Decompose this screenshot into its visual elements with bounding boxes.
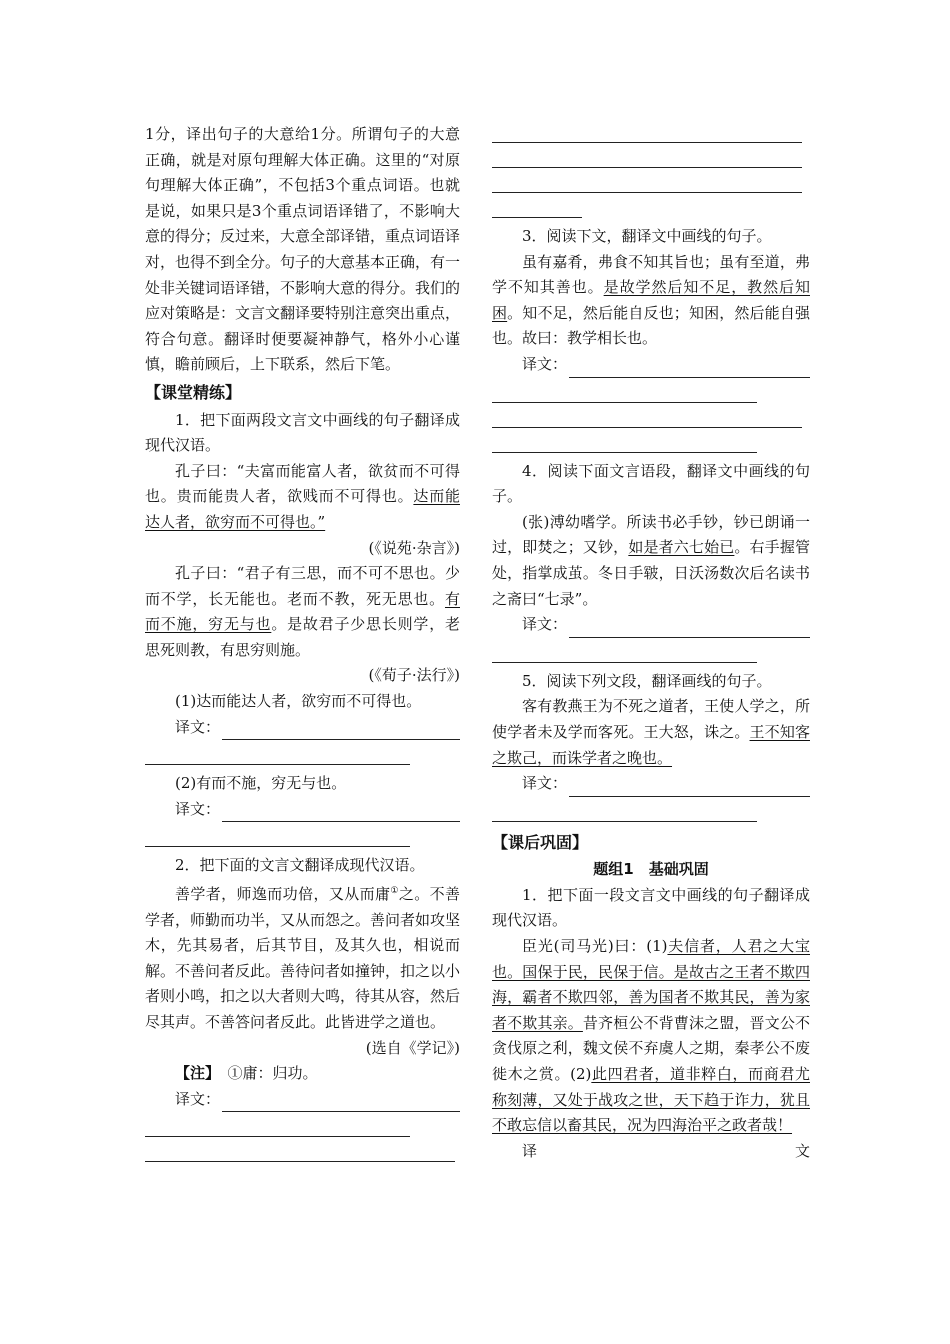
answer-line[interactable] bbox=[492, 428, 757, 453]
q5-prompt: 5．阅读下列文段，翻译画线的句子。 bbox=[522, 671, 772, 690]
q6-prompt: 1．把下面一段文言文中画线的句子翻译成现代汉语。 bbox=[492, 885, 810, 930]
q1-passage-2-underlined: 有而不施，穷无与也 bbox=[145, 589, 460, 634]
section-title-homework: 【课后巩固】 bbox=[492, 832, 589, 852]
answer-line[interactable] bbox=[222, 1091, 460, 1112]
q1-passage-1 bbox=[145, 459, 460, 536]
answer-label-char-2: 文 bbox=[794, 1141, 810, 1160]
note-text: ①庸：归功。 bbox=[227, 1064, 318, 1083]
q4-passage-underlined: 如是者六七始已 bbox=[628, 538, 735, 557]
answer-line[interactable] bbox=[492, 638, 757, 663]
q1-source-2: (《荀子·法行》) bbox=[368, 666, 460, 685]
q2-passage-rest: 之。不善学者，师勤而功半，又从而怨之。善问者如攻坚木，先其易者，后其节目，及其久也，相说而解。不善问者反此。善待问者如撞钟，扣之以小者则小鸣，扣之以大者则大鸣，待其从容，然后尽其声。不善答问者反此。此皆进学之道也。 bbox=[145, 885, 461, 1031]
q5-passage-underlined: 王不知客之欺己，而诛学者之晚也。 bbox=[492, 722, 810, 767]
q6-passage-text: 臣光(司马光)曰：(1) bbox=[522, 937, 668, 956]
q1-passage-1-text: 孔子曰：“夫富而能富人者，欲贫而不可得也。贵而能贵人者，欲贱而不可得也。 bbox=[145, 461, 460, 506]
q2-source: (选自《学记》) bbox=[365, 1038, 460, 1057]
answer-line[interactable] bbox=[222, 801, 460, 822]
q1-passage-2-rest: 。是故君子少思长则学，老思死则教，有思穷则施。 bbox=[145, 615, 460, 659]
q4-passage bbox=[492, 510, 810, 612]
answer-line[interactable] bbox=[569, 776, 810, 797]
group-title: 题组1 基础巩固 bbox=[593, 860, 709, 879]
answer-line[interactable] bbox=[492, 378, 757, 403]
q5-passage-text: 客有教燕王为不死之道者，王使人学之，所使学者未及学而客死。王大怒，诛之。 bbox=[492, 697, 810, 741]
q3-passage-text: 虽有嘉肴，弗食不知其旨也；虽有至道，弗学不知其善也。 bbox=[492, 252, 810, 297]
q3-answer-row[interactable] bbox=[492, 352, 810, 378]
answer-line[interactable] bbox=[492, 797, 757, 822]
q2-prompt: 2．把下面的文言文翻译成现代汉语。 bbox=[175, 856, 425, 875]
q2-passage-text: 善学者，师逸而功倍，又从而庸 bbox=[175, 885, 391, 904]
answer-line[interactable] bbox=[145, 740, 410, 765]
q4-prompt: 4．阅读下面文言语段，翻译文中画线的句子。 bbox=[492, 461, 810, 506]
q2-note bbox=[145, 1061, 460, 1087]
answer-line[interactable] bbox=[569, 617, 810, 638]
answer-label: 译文： bbox=[522, 774, 568, 793]
q1-source-1: (《说苑·杂言》) bbox=[368, 538, 460, 557]
q6-passage-underlined-2: 此四君者，道非粹白，而商君尤称刻薄，又处于战攻之世，天下趋于诈力，犹且不敢忘信以畜其民，况为四海治平之政者哉！ bbox=[492, 1065, 810, 1135]
answer-label: 译文： bbox=[175, 799, 221, 818]
answer-line[interactable] bbox=[145, 1137, 455, 1162]
intro-paragraph: 1分，译出句子的大意给1分。所谓句子的大意正确，就是对原句理解大体正确。这里的“对原句理解大体正确”，不包括3个重点词语。也就是说，如果只是3个重点词语译错了，不影响大意的得分；反过来，大意全部译错，重点词语译对，也得不到全分。句子的大意基本正确，有一处非关键词语译错，不影响大意的得分。我们的应对策略是：文言文翻译要特别注意突出重点，符合句意。翻译时便要凝神静气，格外小心谨慎，瞻前顾后，上下联系，然后下笔。 bbox=[145, 125, 461, 374]
answer-line[interactable] bbox=[222, 719, 460, 740]
q6-passage-middle: 昔齐桓公不背曹沫之盟，晋文公不贪伐原之利，魏文侯不弃虞人之期，秦孝公不废徙木之赏。(2) bbox=[492, 1013, 810, 1084]
q1-2-answer-row[interactable] bbox=[145, 797, 460, 823]
left-column bbox=[145, 122, 460, 1162]
answer-line[interactable] bbox=[145, 822, 410, 847]
answer-line[interactable] bbox=[492, 193, 582, 218]
answer-label-char-1: 译 bbox=[522, 1141, 538, 1160]
q1-sentence-2: (2)有而不施，穷无与也。 bbox=[175, 774, 347, 793]
answer-label: 译文： bbox=[522, 354, 568, 373]
q1-prompt: 1．把下面两段文言文中画线的句子翻译成现代汉语。 bbox=[145, 410, 460, 455]
answer-label: 译文： bbox=[175, 717, 221, 736]
q2-passage bbox=[145, 879, 460, 1036]
q1-sentence-1: (1)达而能达人者，欲穷而不可得也。 bbox=[175, 692, 422, 711]
q6-answer-label-row bbox=[492, 1139, 810, 1165]
q5-passage bbox=[492, 694, 810, 771]
q4-passage-rest: 。右手握管处，指掌成茧。冬日手皲，日沃汤数次后名读书之斋曰“七录”。 bbox=[492, 538, 810, 608]
q1-passage-2 bbox=[145, 561, 460, 663]
q6-passage bbox=[492, 934, 810, 1139]
answer-label: 译文： bbox=[175, 1089, 221, 1108]
right-column bbox=[492, 122, 810, 1164]
q1-1-answer-row[interactable] bbox=[145, 715, 460, 741]
answer-line[interactable] bbox=[569, 357, 810, 378]
q6-passage-underlined-1: 夫信者，人君之大宝也。国保于民，民保于信。是故古之王者不欺四海，霸者不欺四邻，善为国者不欺其民，善为家者不欺其亲。 bbox=[492, 937, 810, 1032]
q4-passage-text: (张)溥幼嗜学。所读书必手钞，钞已朗诵一过，即焚之；又钞， bbox=[492, 512, 810, 557]
q1-passage-2-text: 孔子曰：“君子有三思，而不可不思也。少而不学，长无能也。老而不教，死无思也。 bbox=[145, 564, 460, 608]
note-label: 【注】 bbox=[175, 1064, 221, 1083]
answer-line[interactable] bbox=[492, 143, 802, 168]
q3-passage bbox=[492, 250, 810, 352]
section-title-classroom: 【课堂精练】 bbox=[145, 382, 242, 402]
q1-passage-1-underlined: 达而能达人者，欲穷而不可得也。” bbox=[145, 487, 460, 531]
footnote-marker: ① bbox=[390, 886, 399, 897]
answer-line[interactable] bbox=[492, 403, 802, 428]
answer-line[interactable] bbox=[492, 168, 802, 193]
answer-line[interactable] bbox=[492, 118, 802, 143]
q4-answer-row[interactable] bbox=[492, 612, 810, 638]
q2-answer-row[interactable] bbox=[145, 1087, 460, 1113]
q3-passage-rest: 。知不足，然后能自反也；知困，然后能自强也。故曰：教学相长也。 bbox=[492, 303, 810, 348]
q3-prompt: 3．阅读下文，翻译文中画线的句子。 bbox=[522, 227, 772, 245]
answer-label: 译文： bbox=[522, 615, 568, 634]
answer-line[interactable] bbox=[145, 1112, 410, 1137]
q5-answer-row[interactable] bbox=[492, 771, 810, 797]
q3-passage-underlined: 是故学然后知不足，教然后知困 bbox=[492, 278, 810, 322]
